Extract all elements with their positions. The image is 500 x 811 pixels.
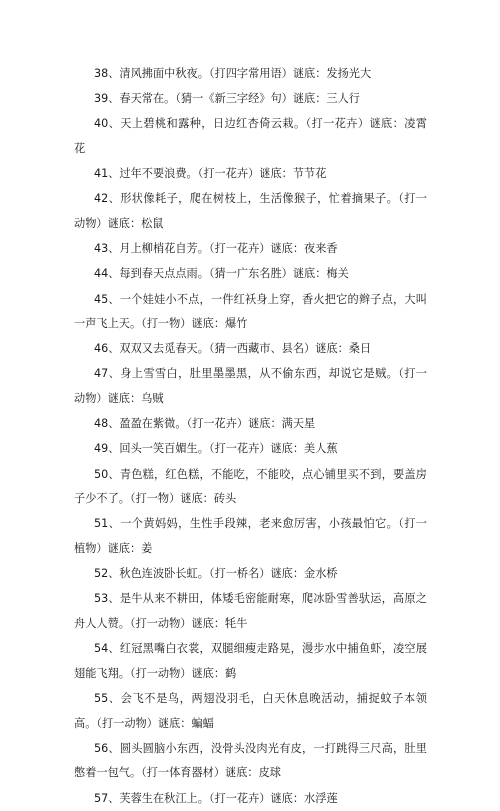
riddle-item: 53、是牛从来不耕田，体矮毛密能耐寒，爬冰卧雪善驮运，高原之舟人人赞。（打一动物）谜底：牦牛 <box>74 587 427 636</box>
riddle-item: 55、会飞不是鸟，两翅没羽毛，白天休息晚活动，捕捉蚊子本领高。（打一动物）谜底：蝙蝠 <box>74 687 427 736</box>
riddle-item: 51、一个黄妈妈，生性手段辣，老来愈厉害，小孩最怕它。（打一植物）谜底：姜 <box>74 512 427 561</box>
riddle-item: 56、圆头圆脑小东西，没骨头没肉光有皮，一打跳得三尺高，肚里憋着一包气。（打一体育器材）谜底：皮球 <box>74 737 427 786</box>
riddle-item: 43、月上柳梢花自芳。（打一花卉）谜底：夜来香 <box>74 237 427 262</box>
riddle-item: 41、过年不要浪费。（打一花卉）谜底：节节花 <box>74 162 427 187</box>
riddle-item: 49、回头一笑百媚生。（打一花卉）谜底：美人蕉 <box>74 437 427 462</box>
riddle-item: 46、双双又去觅春天。（猜一西藏市、县名）谜底：桑日 <box>74 337 427 362</box>
riddle-item: 44、每到春天点点雨。（猜一广东名胜）谜底：梅关 <box>74 262 427 287</box>
riddle-item: 42、形状像耗子，爬在树枝上，生活像猴子，忙着摘果子。（打一动物）谜底：松鼠 <box>74 187 427 236</box>
riddle-item: 54、红冠黑嘴白衣裳，双腿细瘦走路晃，漫步水中捕鱼虾，凌空展翅能飞翔。（打一动物）谜底：鹤 <box>74 637 427 686</box>
riddle-item: 52、秋色连波卧长虹。（打一桥名）谜底：金水桥 <box>74 562 427 587</box>
riddle-item: 57、芙蓉生在秋江上。（打一花卉）谜底：水浮莲 <box>74 787 427 811</box>
riddle-item: 39、春天常在。（猜一《新三字经》句）谜底：三人行 <box>74 87 427 112</box>
riddle-list <box>74 62 427 811</box>
riddle-item: 45、一个娃娃小不点，一件红袄身上穿，香火把它的辫子点，大叫一声飞上天。（打一物）谜底：爆竹 <box>74 288 427 337</box>
riddle-item: 48、盈盈在紫微。（打一花卉）谜底：满天星 <box>74 412 427 437</box>
riddle-item: 40、天上碧桃和露种，日边红杏倚云栽。（打一花卉）谜底：凌霄花 <box>74 112 427 161</box>
riddle-item: 38、清风拂面中秋夜。（打四字常用语）谜底：发扬光大 <box>74 62 427 87</box>
riddle-item: 50、青色糕，红色糕，不能吃，不能咬，点心铺里买不到，要盖房子少不了。（打一物）谜底：砖头 <box>74 463 427 512</box>
riddle-item: 47、身上雪雪白，肚里墨墨黑，从不偷东西，却说它是贼。（打一动物）谜底：乌贼 <box>74 362 427 411</box>
